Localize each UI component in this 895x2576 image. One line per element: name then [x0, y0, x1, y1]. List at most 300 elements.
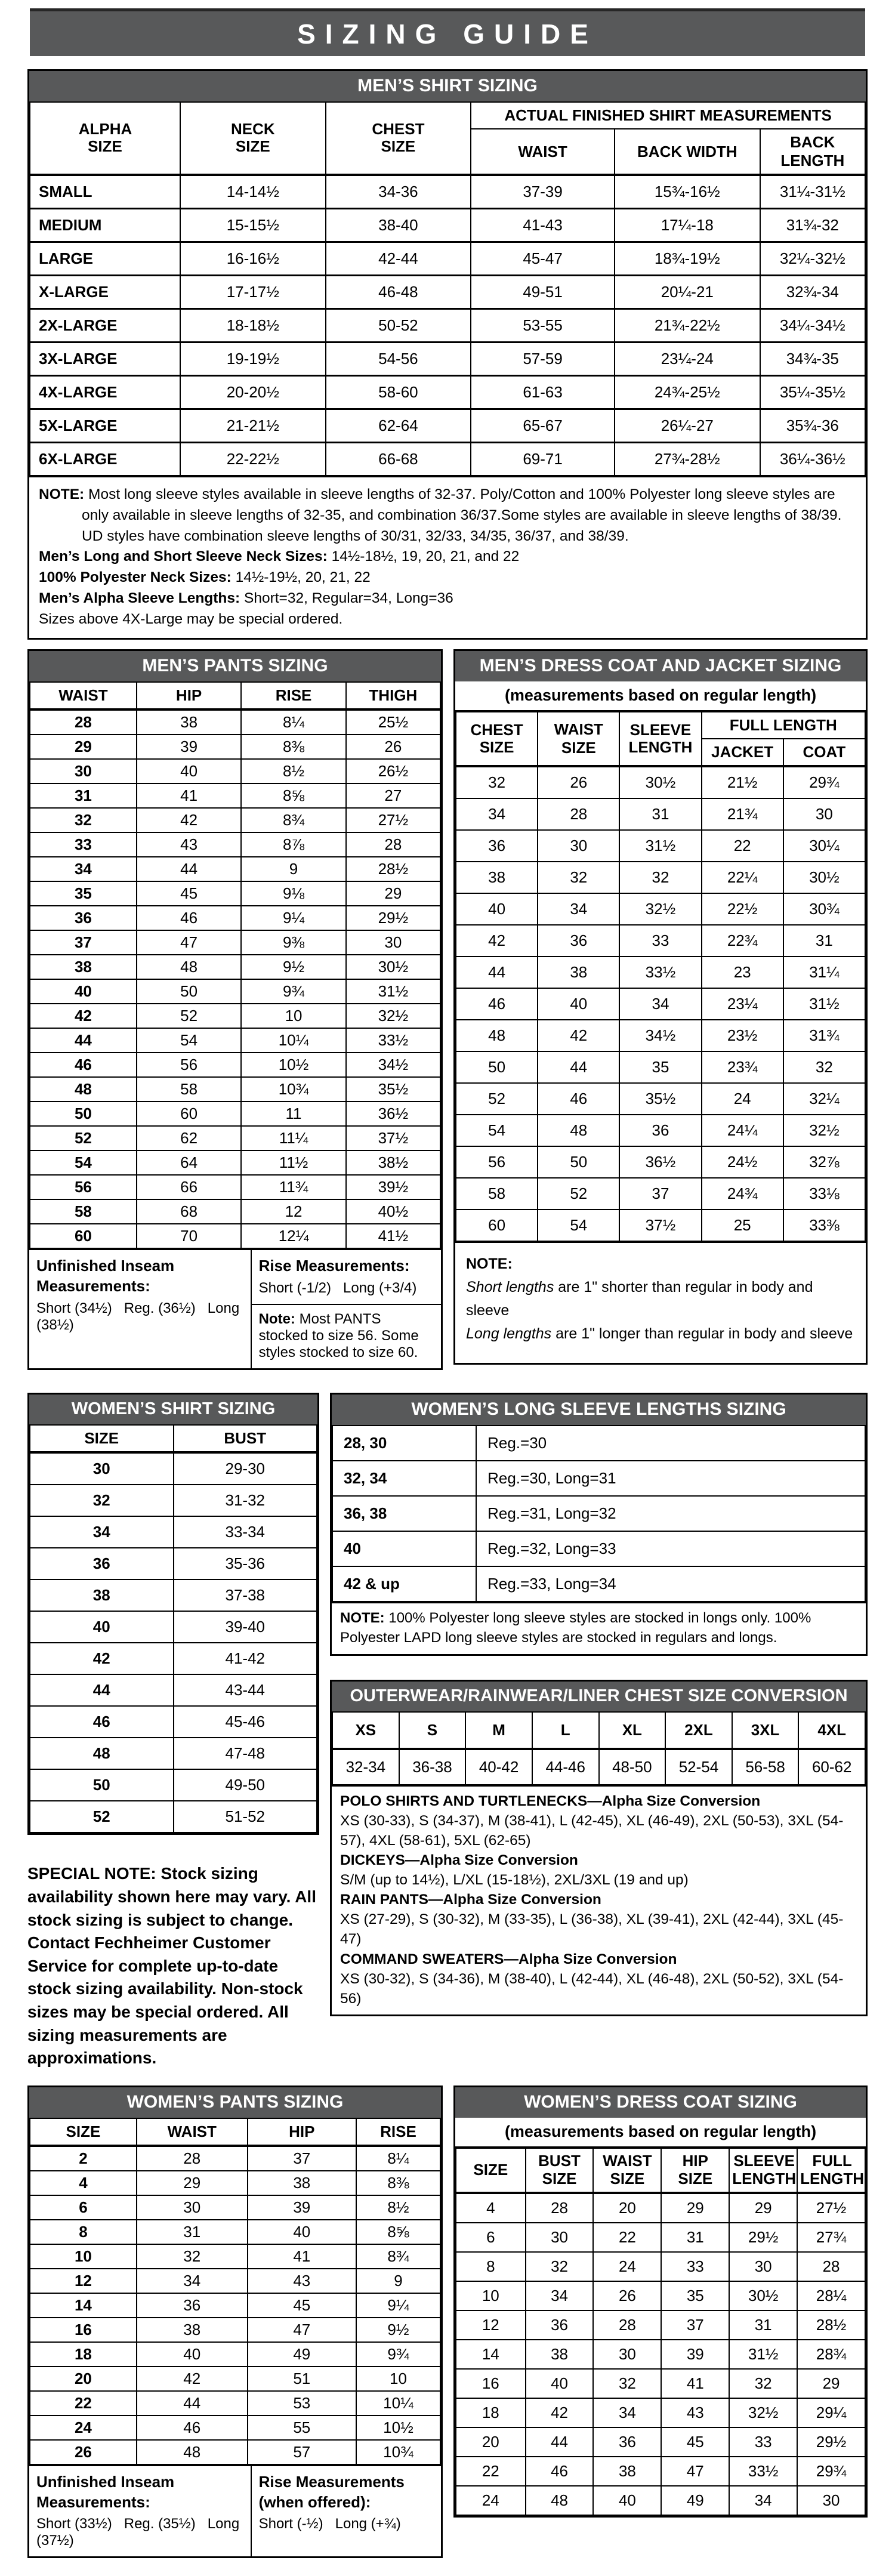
table-cell: 58-60 [326, 376, 471, 409]
mens-shirt-note [29, 476, 866, 638]
table-cell: Reg.=32, Long=33 [476, 1531, 865, 1566]
col-header-chest-size: CHEST SIZE [456, 712, 538, 766]
table-cell: XS [332, 1712, 399, 1749]
table-cell: 15¾-16½ [615, 175, 760, 209]
table-cell: 22 [702, 830, 783, 862]
table-cell: 20 [593, 2193, 661, 2223]
table-cell: 40 [30, 1611, 174, 1643]
table-cell: 46 [30, 1053, 137, 1077]
table-cell: 34-36 [326, 175, 471, 209]
table-row [456, 2457, 865, 2486]
table-cell: 30 [526, 2223, 594, 2252]
table-cell: 11¾ [241, 1175, 345, 1199]
conversion-item [340, 1791, 857, 1850]
table-cell: 8 [30, 2220, 137, 2244]
table-cell: 32¾-34 [760, 276, 865, 309]
table-cell: 37-39 [471, 175, 615, 209]
col-header-back-width: BACK WIDTH [615, 129, 760, 175]
table-cell: 42 [456, 925, 538, 957]
table-row [456, 2340, 865, 2369]
mens-coat-table [455, 711, 866, 1242]
table-cell: 11¼ [241, 1126, 345, 1150]
table-cell: 22¼ [702, 862, 783, 893]
table-cell: 4 [456, 2193, 526, 2223]
table-cell: Reg.=30 [476, 1426, 865, 1461]
table-cell: 41½ [346, 1224, 440, 1248]
table-cell: 50 [456, 1051, 538, 1083]
table-row [30, 2146, 440, 2171]
table-cell: 15-15½ [180, 209, 326, 242]
table-cell: 52 [137, 1004, 241, 1028]
table-cell: 54 [456, 1115, 538, 1146]
table-cell: 30 [783, 798, 865, 830]
table-row [30, 930, 440, 955]
table-row [30, 1053, 440, 1077]
table-cell: 37 [661, 2310, 729, 2340]
table-cell: 33⅛ [783, 1178, 865, 1210]
table-cell: 40½ [346, 1199, 440, 1224]
conversion-item [340, 1949, 857, 2009]
table-row [456, 1020, 865, 1051]
table-cell: 65-67 [471, 409, 615, 443]
table-row [30, 857, 440, 881]
table-row [30, 881, 440, 906]
table-cell: 32⅞ [783, 1146, 865, 1178]
table-cell: 47 [248, 2318, 356, 2342]
col-header-back-length: BACK LENGTH [760, 129, 865, 175]
table-cell: 8⅜ [356, 2171, 440, 2195]
table-row [30, 1102, 440, 1126]
table-cell: 38 [456, 862, 538, 893]
table-cell: 43-44 [174, 1674, 317, 1706]
table-cell: 54 [137, 1028, 241, 1053]
table-row [30, 832, 440, 857]
table-cell: 47 [137, 930, 241, 955]
col-header-hip: HIP [137, 682, 241, 709]
table-cell: 37 [248, 2146, 356, 2171]
table-cell: 26 [346, 735, 440, 759]
table-cell: 36¼-36½ [760, 443, 865, 476]
table-cell: 28¼ [797, 2281, 865, 2310]
table-row [30, 1611, 317, 1643]
col-header-thigh: THIGH [346, 682, 440, 709]
table-cell: 48 [137, 955, 241, 979]
table-cell: 8¾ [356, 2244, 440, 2269]
conversion-heading: COMMAND SWEATERS—Alpha Size Conversion [340, 1951, 677, 1967]
table-cell: 10 [241, 1004, 345, 1028]
table-cell: 30 [346, 930, 440, 955]
table-cell: 30 [593, 2340, 661, 2369]
table-row [30, 759, 440, 783]
table-row [456, 1178, 865, 1210]
table-row [30, 1028, 440, 1053]
table-cell: 22-22½ [180, 443, 326, 476]
table-cell: 45-46 [174, 1706, 317, 1738]
table-cell: 48 [30, 1738, 174, 1769]
table-cell: 8⅝ [356, 2220, 440, 2244]
table-cell: 4X-LARGE [30, 376, 180, 409]
table-cell: 47-48 [174, 1738, 317, 1769]
table-cell: 43 [137, 832, 241, 857]
table-row [30, 1199, 440, 1224]
table-cell: 44 [137, 2391, 248, 2415]
col-header-chest-size: CHEST SIZE [326, 102, 471, 175]
table-cell: 45-47 [471, 242, 615, 276]
table-cell: 31½ [783, 988, 865, 1020]
table-cell: 29¼ [797, 2398, 865, 2427]
table-cell: 36 [456, 830, 538, 862]
table-cell: Reg.=30, Long=31 [476, 1461, 865, 1496]
table-cell: 25½ [346, 709, 440, 735]
table-cell: 31-32 [174, 1485, 317, 1516]
table-cell: 46 [456, 988, 538, 1020]
table-cell: 21¾-22½ [615, 309, 760, 343]
table-cell: 28¾ [797, 2340, 865, 2369]
table-cell: 34 [30, 857, 137, 881]
table-cell: 34 [456, 798, 538, 830]
table-row [30, 209, 865, 242]
table-cell: 18-18½ [180, 309, 326, 343]
table-cell: 39½ [346, 1175, 440, 1199]
table-row [456, 957, 865, 988]
table-cell: 46 [538, 1083, 619, 1115]
table-cell: 43 [661, 2398, 729, 2427]
table-cell: 45 [248, 2293, 356, 2318]
note-special-order: Sizes above 4X-Large may be special ordered. [39, 610, 343, 627]
table-row [30, 1077, 440, 1102]
table-cell: 8 [456, 2252, 526, 2281]
table-cell: 34½ [346, 1053, 440, 1077]
table-row [30, 376, 865, 409]
table-cell: 23¼-24 [615, 343, 760, 376]
table-row [30, 409, 865, 443]
mens-shirt-section [27, 69, 868, 640]
table-cell: 40 [137, 759, 241, 783]
table-row [30, 1548, 317, 1579]
table-row [30, 1801, 317, 1832]
table-cell: 31 [783, 925, 865, 957]
table-cell: 54 [538, 1210, 619, 1241]
table-cell: 32¼-32½ [760, 242, 865, 276]
table-row [30, 2318, 440, 2342]
womens-shirt-section [27, 1393, 319, 1835]
table-cell: 36 [526, 2310, 594, 2340]
table-cell: 30 [729, 2252, 797, 2281]
table-row [456, 925, 865, 957]
table-cell: 29 [137, 2171, 248, 2195]
col-header-waist: WAIST [30, 682, 137, 709]
table-cell: 42 & up [332, 1566, 476, 1602]
table-cell: 34 [538, 893, 619, 925]
table-cell: 44 [30, 1028, 137, 1053]
special-note: SPECIAL NOTE: Stock sizing availability shown here may vary. All stock sizing is subject to change. Contact Fechheimer Customer Service for complete up-to-date stock sizing availability. Non-stock sizes may be special ordered. All sizing measurements are approximations. [27, 1864, 316, 2068]
womens-coat-rows [456, 2193, 865, 2515]
table-cell: 35½ [619, 1083, 701, 1115]
table-cell: 34¼-34½ [760, 309, 865, 343]
table-cell: 10 [356, 2367, 440, 2391]
conversion-values: XS (30-33), S (34-37), M (38-41), L (42-45), XL (46-49), 2XL (50-53), 3XL (54-57), 4XL (58-61), 5XL (62-65) [340, 1813, 844, 1849]
table-cell: 26½ [346, 759, 440, 783]
table-cell: 10½ [356, 2415, 440, 2440]
table-cell: 37 [30, 930, 137, 955]
col-header-coat: COAT [783, 739, 865, 766]
table-cell: 50 [30, 1769, 174, 1801]
note-neck-sizes: Men’s Long and Short Sleeve Neck Sizes: 14½-18½, 19, 20, 21, and 22 [39, 548, 520, 565]
table-cell: 12¼ [241, 1224, 345, 1248]
table-cell: 29 [797, 2369, 865, 2398]
table-cell: M [465, 1712, 532, 1749]
mens-pants-footer [29, 1249, 441, 1368]
table-cell: 21½ [702, 766, 783, 798]
womens-pants-title: WOMEN’S PANTS SIZING [29, 2087, 441, 2118]
womens-shirt-table [29, 1424, 317, 1833]
table-cell: 10¼ [356, 2391, 440, 2415]
table-cell: 30 [137, 2195, 248, 2220]
table-cell: 61-63 [471, 376, 615, 409]
table-cell: 6 [30, 2195, 137, 2220]
table-row [456, 1210, 865, 1241]
table-cell: 52-54 [665, 1749, 732, 1785]
table-cell: 28 [797, 2252, 865, 2281]
col-header-neck-size: NECK SIZE [180, 102, 326, 175]
table-cell: 21¾ [702, 798, 783, 830]
table-cell: 48 [30, 1077, 137, 1102]
table-row [456, 1051, 865, 1083]
table-cell: 42-44 [326, 242, 471, 276]
table-cell: 9¾ [241, 979, 345, 1004]
table-row [456, 766, 865, 798]
table-row [30, 2440, 440, 2464]
table-row [30, 783, 440, 808]
table-cell: 62 [137, 1126, 241, 1150]
table-cell: 34¾-35 [760, 343, 865, 376]
table-cell: 40 [526, 2369, 594, 2398]
table-cell: 10½ [241, 1053, 345, 1077]
table-cell: 42 [137, 808, 241, 832]
table-cell: MEDIUM [30, 209, 180, 242]
table-cell: 46 [137, 906, 241, 930]
table-cell: 24¼ [702, 1115, 783, 1146]
womens-coat-section [453, 2086, 868, 2518]
table-cell: 55 [248, 2415, 356, 2440]
table-cell: 56 [30, 1175, 137, 1199]
table-row [456, 2310, 865, 2340]
table-cell: 33⅜ [783, 1210, 865, 1241]
table-cell: 34½ [619, 1020, 701, 1051]
table-cell: 9 [241, 857, 345, 881]
table-row [456, 2486, 865, 2515]
table-cell: 32½ [619, 893, 701, 925]
table-cell: 14 [30, 2293, 137, 2318]
mens-pants-rows [30, 709, 440, 1248]
table-cell: 30 [797, 2486, 865, 2515]
table-cell: 23¼ [702, 988, 783, 1020]
table-row [456, 2398, 865, 2427]
mens-pants-section [27, 649, 443, 1370]
table-cell: 9¾ [356, 2342, 440, 2367]
outerwear-title: OUTERWEAR/RAINWEAR/LINER CHEST SIZE CONVERSION [332, 1682, 866, 1711]
womens-coat-subtitle: (measurements based on regular length) [455, 2118, 866, 2148]
table-cell: 35¼-35½ [760, 376, 865, 409]
table-cell: 32 [137, 2244, 248, 2269]
col-header-rise: RISE [241, 682, 345, 709]
table-cell: 38 [593, 2457, 661, 2486]
table-cell: 6 [456, 2223, 526, 2252]
table-cell: 30½ [346, 955, 440, 979]
table-cell: 33½ [619, 957, 701, 988]
page-title: SIZING GUIDE [30, 8, 865, 56]
table-cell: 5X-LARGE [30, 409, 180, 443]
table-cell: 24 [30, 2415, 137, 2440]
table-row [332, 1566, 865, 1602]
table-row [30, 2195, 440, 2220]
col-header-waist: WAIST [471, 129, 615, 175]
table-cell: 31¾ [783, 1020, 865, 1051]
table-cell: 44-46 [532, 1749, 599, 1785]
womens-sleeve-title: WOMEN’S LONG SLEEVE LENGTHS SIZING [332, 1395, 866, 1425]
womens-shirt-title: WOMEN’S SHIRT SIZING [29, 1395, 317, 1424]
table-row [30, 2293, 440, 2318]
table-cell: 42 [30, 1643, 174, 1674]
table-cell: 32 [593, 2369, 661, 2398]
womens-shirt-rows [30, 1452, 317, 1832]
table-cell: 31 [729, 2310, 797, 2340]
table-cell: SMALL [30, 175, 180, 209]
table-cell: S [399, 1712, 466, 1749]
table-cell: 49 [248, 2342, 356, 2367]
table-row [30, 955, 440, 979]
table-cell: 31¼ [783, 957, 865, 988]
table-cell: 26¼-27 [615, 409, 760, 443]
table-cell: 32 [729, 2369, 797, 2398]
table-cell: 31 [619, 798, 701, 830]
table-cell: 45 [661, 2427, 729, 2457]
table-row [30, 443, 865, 476]
table-row [30, 2269, 440, 2293]
table-cell: 46-48 [326, 276, 471, 309]
table-cell: 46 [137, 2415, 248, 2440]
table-cell: 28 [137, 2146, 248, 2171]
table-cell: 38 [137, 2318, 248, 2342]
table-cell: 44 [526, 2427, 594, 2457]
table-cell: 34 [593, 2398, 661, 2427]
table-row [30, 2415, 440, 2440]
table-cell: 60-62 [798, 1749, 865, 1785]
table-cell: 24¾-25½ [615, 376, 760, 409]
table-cell: 40 [456, 893, 538, 925]
table-cell: 32, 34 [332, 1461, 476, 1496]
table-cell: 50 [137, 979, 241, 1004]
table-cell: 9¼ [241, 906, 345, 930]
table-cell: 17¼-18 [615, 209, 760, 242]
conversion-heading: RAIN PANTS—Alpha Size Conversion [340, 1892, 601, 1908]
table-cell: X-LARGE [30, 276, 180, 309]
table-cell: 56-58 [732, 1749, 799, 1785]
table-cell: 8½ [356, 2195, 440, 2220]
table-cell: 28½ [797, 2310, 865, 2340]
table-cell: 41 [661, 2369, 729, 2398]
table-cell: 34 [729, 2486, 797, 2515]
table-cell: 18 [30, 2342, 137, 2367]
womens-sleeve-table [332, 1425, 866, 1602]
table-cell: 36 [538, 925, 619, 957]
table-cell: 36-38 [399, 1749, 466, 1785]
col-header-sleeve-length: SLEEVE LENGTH [619, 712, 701, 766]
table-cell: 36 [137, 2293, 248, 2318]
table-cell: 41 [248, 2244, 356, 2269]
table-row [30, 1175, 440, 1199]
table-cell: 50-52 [326, 309, 471, 343]
table-cell: 30¾ [783, 893, 865, 925]
table-cell: XL [599, 1712, 666, 1749]
table-cell: 31 [661, 2223, 729, 2252]
table-cell: 22½ [702, 893, 783, 925]
table-cell: 9½ [356, 2318, 440, 2342]
table-cell: 18¾-19½ [615, 242, 760, 276]
table-cell: 31½ [346, 979, 440, 1004]
table-cell: 34 [30, 1516, 174, 1548]
table-cell: 29 [346, 881, 440, 906]
table-cell: 16 [30, 2318, 137, 2342]
table-cell: 57-59 [471, 343, 615, 376]
table-cell: 69-71 [471, 443, 615, 476]
table-row [30, 709, 440, 735]
table-cell: 58 [30, 1199, 137, 1224]
table-cell: 44 [538, 1051, 619, 1083]
table-cell: 58 [137, 1077, 241, 1102]
table-row [30, 343, 865, 376]
table-row [456, 798, 865, 830]
table-cell: 42 [30, 1004, 137, 1028]
outerwear-section [330, 1680, 868, 2016]
table-cell: 28 [346, 832, 440, 857]
womens-pants-rows [30, 2146, 440, 2464]
table-cell: 22 [593, 2223, 661, 2252]
table-cell: 40 [332, 1531, 476, 1566]
table-cell: Reg.=31, Long=32 [476, 1496, 865, 1531]
table-row [456, 2427, 865, 2457]
table-row [30, 1224, 440, 1248]
table-row [30, 735, 440, 759]
col-header-full-length: FULL LENGTH [702, 712, 865, 739]
table-cell: 38-40 [326, 209, 471, 242]
table-cell: 37-38 [174, 1579, 317, 1611]
table-cell: 39 [661, 2340, 729, 2369]
table-cell: 29¾ [797, 2457, 865, 2486]
table-cell: 30½ [619, 766, 701, 798]
table-row [456, 2223, 865, 2252]
table-cell: 32-34 [332, 1749, 399, 1785]
table-cell: 32 [526, 2252, 594, 2281]
col-header-sleeve-length: SLEEVE LENGTH [729, 2148, 797, 2193]
table-cell: 36 [30, 1548, 174, 1579]
table-row [332, 1496, 865, 1531]
table-cell: 8⅞ [241, 832, 345, 857]
table-cell: 31½ [619, 830, 701, 862]
conversion-heading: DICKEYS—Alpha Size Conversion [340, 1852, 578, 1869]
table-cell: 48-50 [599, 1749, 666, 1785]
table-cell: 18 [456, 2398, 526, 2427]
table-cell: 38 [538, 957, 619, 988]
table-cell: 10¾ [356, 2440, 440, 2464]
table-cell: 16-16½ [180, 242, 326, 276]
table-cell: 42 [538, 1020, 619, 1051]
table-cell: 66 [137, 1175, 241, 1199]
table-cell: 62-64 [326, 409, 471, 443]
table-cell: 40 [30, 979, 137, 1004]
table-cell: 10¾ [241, 1077, 345, 1102]
table-cell: 46 [526, 2457, 594, 2486]
